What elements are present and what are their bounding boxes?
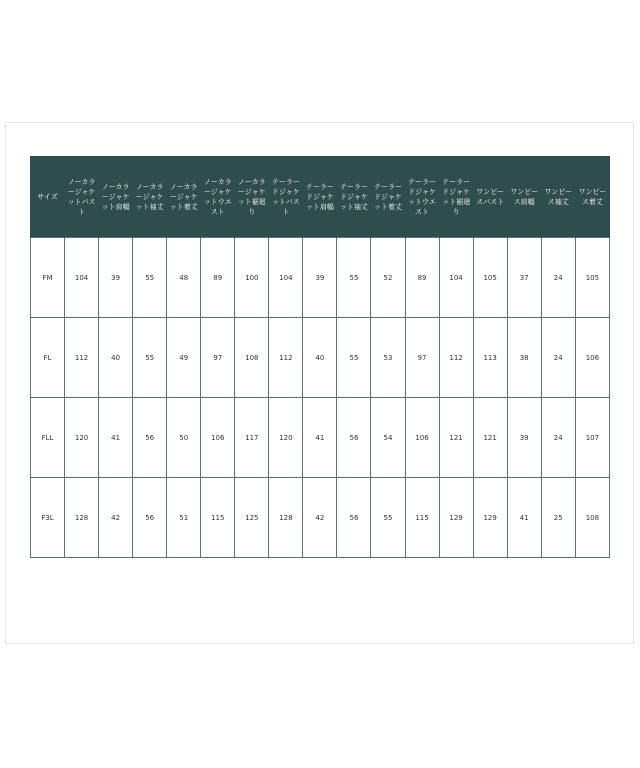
header-onepiece-length: ワンピース着丈	[575, 156, 609, 238]
table-cell: 37	[507, 238, 541, 318]
table-cell: 107	[575, 398, 609, 478]
table-row	[31, 398, 610, 478]
header-tailored-bust: テーラードジャケットバスト	[269, 156, 303, 238]
size-table	[30, 156, 610, 558]
table-cell: 129	[473, 478, 507, 558]
table-cell: 39	[99, 238, 133, 318]
table-cell: 128	[65, 478, 99, 558]
table-cell: 55	[133, 238, 167, 318]
table-cell: 106	[201, 398, 235, 478]
header-onepiece-bust: ワンピースバスト	[473, 156, 507, 238]
header-nocollar-sleeve: ノーカラージャケット袖丈	[133, 156, 167, 238]
table-cell: FLL	[31, 398, 65, 478]
table-cell: 53	[371, 318, 405, 398]
header-tailored-shoulder: テーラードジャケット肩幅	[303, 156, 337, 238]
table-cell: 51	[167, 478, 201, 558]
table-cell: 105	[473, 238, 507, 318]
table-cell: 56	[337, 478, 371, 558]
header-nocollar-length: ノーカラージャケット着丈	[167, 156, 201, 238]
table-cell: 104	[65, 238, 99, 318]
table-cell: 48	[167, 238, 201, 318]
table-cell: 108	[235, 318, 269, 398]
table-cell: 97	[201, 318, 235, 398]
table-cell: 112	[439, 318, 473, 398]
table-cell: 56	[337, 398, 371, 478]
table-cell: 112	[65, 318, 99, 398]
table-cell: 24	[541, 238, 575, 318]
table-cell: 115	[201, 478, 235, 558]
table-cell: 97	[405, 318, 439, 398]
table-cell: 115	[405, 478, 439, 558]
table-cell: FL	[31, 318, 65, 398]
table-cell: 41	[99, 398, 133, 478]
table-cell: 40	[99, 318, 133, 398]
table-cell: 104	[269, 238, 303, 318]
table-cell: 106	[575, 318, 609, 398]
table-cell: 49	[167, 318, 201, 398]
table-cell: 50	[167, 398, 201, 478]
table-cell: 121	[473, 398, 507, 478]
table-cell: 89	[201, 238, 235, 318]
table-cell: 41	[303, 398, 337, 478]
table-cell: 120	[269, 398, 303, 478]
table-cell: 52	[371, 238, 405, 318]
table-cell: 39	[507, 398, 541, 478]
table-row	[31, 318, 610, 398]
table-cell: 117	[235, 398, 269, 478]
table-cell: 112	[269, 318, 303, 398]
header-size: サイズ	[31, 156, 65, 238]
header-onepiece-shoulder: ワンピース肩幅	[507, 156, 541, 238]
header-tailored-hem: テーラードジャケット裾廻り	[439, 156, 473, 238]
header-nocollar-bust: ノーカラージャケットバスト	[65, 156, 99, 238]
table-cell: 89	[405, 238, 439, 318]
table-cell: 121	[439, 398, 473, 478]
table-cell: 106	[405, 398, 439, 478]
table-cell: 105	[575, 238, 609, 318]
table-cell: 108	[575, 478, 609, 558]
table-cell: 113	[473, 318, 507, 398]
table-cell: 56	[133, 398, 167, 478]
table-cell: FM	[31, 238, 65, 318]
header-tailored-length: テーラードジャケット着丈	[371, 156, 405, 238]
header-tailored-sleeve: テーラードジャケット袖丈	[337, 156, 371, 238]
table-cell: 25	[541, 478, 575, 558]
table-cell: 120	[65, 398, 99, 478]
header-nocollar-shoulder: ノーカラージャケット肩幅	[99, 156, 133, 238]
table-cell: 55	[337, 318, 371, 398]
table-cell: 41	[507, 478, 541, 558]
table-cell: 42	[99, 478, 133, 558]
table-cell: 24	[541, 318, 575, 398]
table-cell: 55	[371, 478, 405, 558]
table-cell: 24	[541, 398, 575, 478]
table-cell: 40	[303, 318, 337, 398]
table-cell: 39	[303, 238, 337, 318]
table-row	[31, 238, 610, 318]
table-cell: 55	[133, 318, 167, 398]
table-cell: 55	[337, 238, 371, 318]
table-cell: 128	[269, 478, 303, 558]
header-onepiece-sleeve: ワンピース袖丈	[541, 156, 575, 238]
header-nocollar-waist: ノーカラージャケットウエスト	[201, 156, 235, 238]
table-cell: 56	[133, 478, 167, 558]
table-cell: F3L	[31, 478, 65, 558]
header-nocollar-hem: ノーカラージャケット裾廻り	[235, 156, 269, 238]
table-cell: 54	[371, 398, 405, 478]
table-cell: 104	[439, 238, 473, 318]
table-cell: 42	[303, 478, 337, 558]
header-row	[31, 156, 610, 238]
table-cell: 100	[235, 238, 269, 318]
table-row	[31, 478, 610, 558]
table-cell: 38	[507, 318, 541, 398]
table-cell: 129	[439, 478, 473, 558]
table-cell: 125	[235, 478, 269, 558]
header-tailored-waist: テーラードジャケットウエスト	[405, 156, 439, 238]
